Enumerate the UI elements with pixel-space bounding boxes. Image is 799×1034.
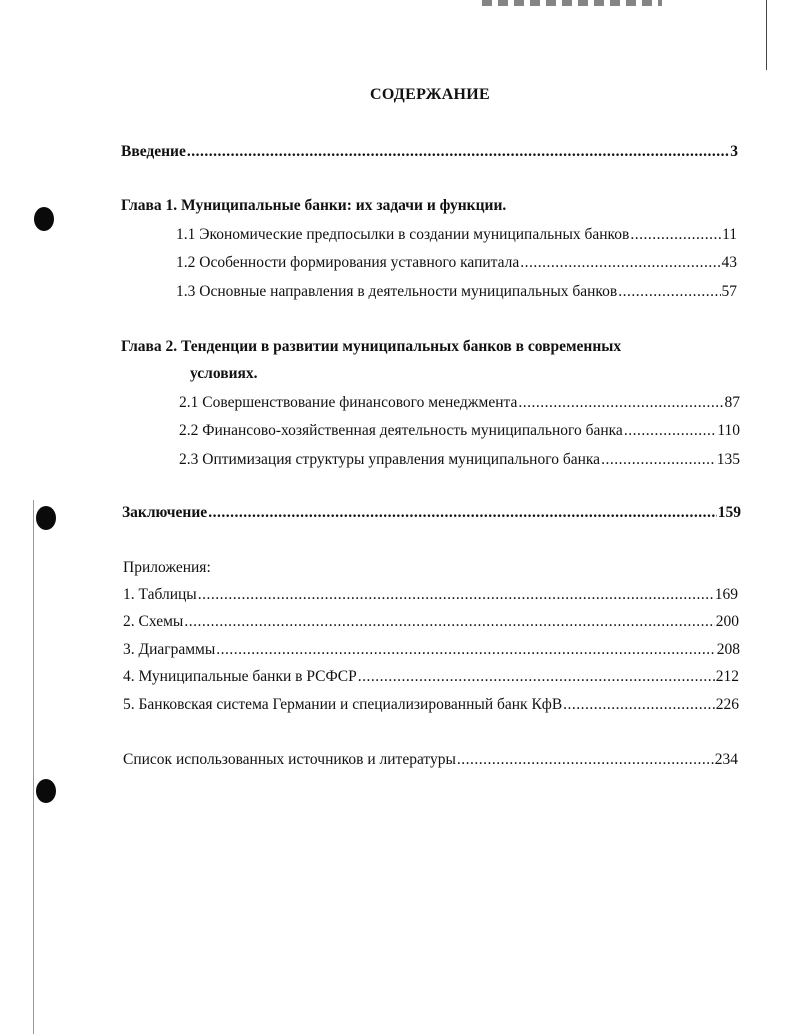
toc-entry-page: 212 [715,668,739,685]
toc-entry [123,667,739,687]
toc-entry-page: 135 [716,451,740,468]
toc-entry-page: 226 [715,696,739,713]
toc-entry-page: 110 [717,422,740,439]
toc-entry-label: Список использованных источников и литературы [123,751,456,768]
right-edge-line [766,0,767,70]
toc-entry-label: Заключение [122,504,208,521]
toc-entry [123,612,739,632]
toc-entry [176,282,737,302]
chapter-heading: Глава 2. Тенденции в развитии муниципальных банков в современных [121,338,622,355]
toc-entry-label: 3. Диаграммы [123,641,216,658]
page-title: СОДЕРЖАНИЕ [369,86,491,103]
toc-entry [179,450,740,470]
scan-artifact-top [482,0,662,6]
appendix-heading: Приложения: [123,559,211,576]
toc-entry-page: 11 [722,226,737,243]
toc-entry-label: 2.3 Оптимизация структуры управления муниципального банка [179,451,601,468]
toc-entry [179,421,740,441]
toc-entry-page: 208 [716,641,740,658]
punch-hole [36,506,56,530]
toc-entry-page: 234 [714,751,738,768]
left-edge-line [33,500,34,1034]
toc-entry-page: 3 [730,143,738,160]
toc-entry [123,750,738,770]
toc-entry-label: 1.2 Особенности формирования уставного капитала [176,254,520,271]
toc-entry-label: 2.1 Совершенствование финансового менеджмента [179,394,518,411]
chapter-heading: Глава 1. Муниципальные банки: их задачи и функции. [121,197,507,214]
toc-entry-label: 1. Таблицы [123,586,197,603]
toc-entry-page: 169 [714,586,738,603]
toc-entry-label: 1.3 Основные направления в деятельности муниципальных банков [176,283,618,300]
toc-entry [122,503,741,523]
toc-entry-page: 200 [715,613,739,630]
chapter-heading-continued: условиях. [190,365,258,382]
toc-entry-label: Введение [121,143,186,160]
toc-entry [176,253,737,273]
toc-entry [123,695,739,715]
toc-entry [121,142,738,162]
toc-entry-page: 57 [721,283,737,300]
toc-entry-page: 87 [724,394,740,411]
toc-entry-label: 2.2 Финансово-хозяйственная деятельность муниципального банка [179,422,623,439]
punch-hole [34,207,54,231]
toc-entry-label: 2. Схемы [123,613,184,630]
toc-entry-label: 4. Муниципальные банки в РСФСР [123,668,357,685]
punch-hole [36,779,56,803]
toc-entry-label: 1.1 Экономические предпосылки в создании муниципальных банков [176,226,630,243]
toc-entry-page: 159 [717,504,741,521]
toc-entry [179,393,740,413]
toc-entry-page: 43 [721,254,737,271]
toc-entry-label: 5. Банковская система Германии и специализированный банк КфВ [123,696,563,713]
toc-entry [123,585,738,605]
toc-entry [176,225,737,245]
toc-entry [123,640,740,660]
